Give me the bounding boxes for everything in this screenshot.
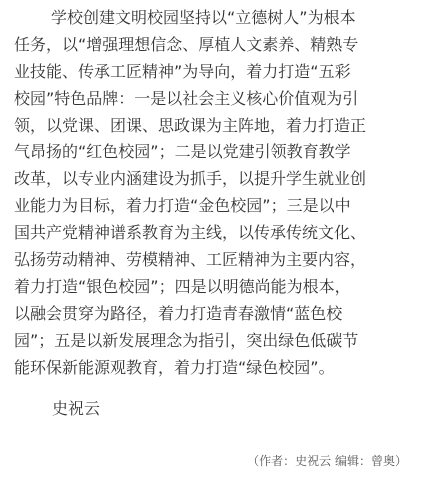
paragraph-line: 学校创建文明校园坚持以“立德树人”为根本	[51, 8, 356, 27]
paragraph-line: 业能力为目标，着力打造“金色校园”；三是以中	[14, 196, 351, 216]
paragraph-line: 业技能、传承工匠精神”为导向，着力打造“五彩	[14, 61, 351, 81]
paragraph-line: 改革，以专业内涵建设为抓手，以提升学生就业创	[14, 169, 367, 189]
paragraph-line: 国共产党精神谱系教育为主线，以传承传统文化、	[14, 223, 367, 243]
paragraph-line: 弘扬劳动精神、劳模精神、工匠精神为主要内容，	[14, 250, 367, 270]
paragraph-line: 气昂扬的“红色校园”；二是以党建引领教育教学	[14, 142, 351, 162]
author-editor-credits: （作者：史祝云 编辑：曾奥）	[247, 454, 407, 468]
article-byline: 史祝云	[52, 399, 101, 418]
paragraph-line: 领，以党课、团课、思政课为主阵地，着力打造正	[14, 115, 367, 135]
paragraph-line: 能环保新能源观教育，着力打造“绿色校园”。	[14, 357, 335, 377]
paragraph-line: 以融会贯穿为路径，着力打造青春激情“蓝色校	[14, 303, 343, 323]
paragraph-line: 校园”特色品牌：一是以社会主义核心价值观为引	[14, 88, 359, 108]
paragraph-line: 任务，以“增强理想信念、厚植人文素养、精熟专	[14, 34, 359, 54]
paragraph-line: 着力打造“银色校园”；四是以明德尚能为根本，	[14, 276, 351, 296]
paragraph-line: 园”；五是以新发展理念为指引，突出绿色低碳节	[14, 330, 359, 350]
article-body	[14, 5, 412, 381]
